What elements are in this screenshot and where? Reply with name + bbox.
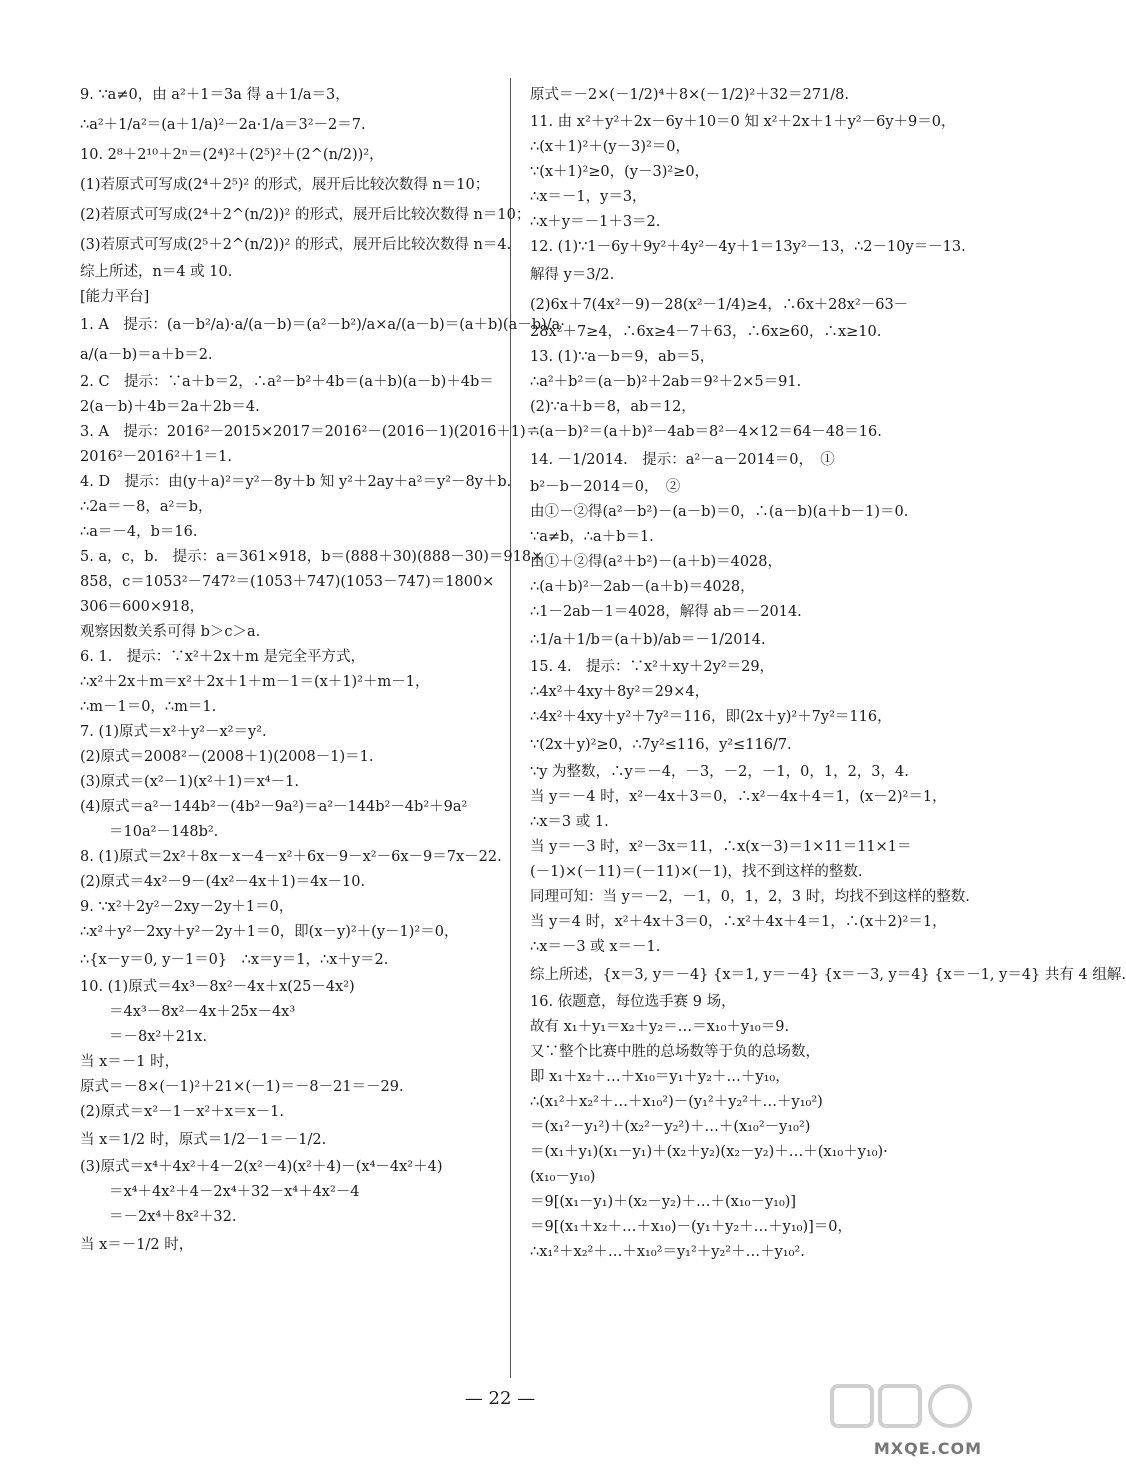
text-line: ∵y 为整数，∴y＝－4，－3，－2，－1，0，1，2，3，4. bbox=[530, 764, 909, 780]
text-line: ∴1/a＋1/b＝(a＋b)/ab＝－1/2014. bbox=[530, 632, 766, 648]
text-line: ∴4x²＋4xy＋y²＋7y²＝116，即(2x＋y)²＋7y²＝116， bbox=[530, 709, 892, 725]
text-line: 5. a，c，b. 提示：a＝361×918，b＝(888＋30)(888－30)＝918× bbox=[80, 549, 544, 565]
text-line: (x₁₀－y₁₀) bbox=[530, 1169, 596, 1185]
text-line: (2)原式＝2008²－(2008＋1)(2008－1)＝1. bbox=[80, 749, 374, 765]
text-line: ∴a²＋b²＝(a－b)²＋2ab＝9²＋2×5＝91. bbox=[530, 374, 802, 390]
text-line: ∴x＋y＝－1＋3＝2. bbox=[530, 214, 661, 230]
text-line: (2)若原式可写成(2⁴＋2^(n/2))² 的形式，展开后比较次数得 n＝10； bbox=[80, 207, 531, 223]
text-line: ∵a≠b，∴a＋b＝1. bbox=[530, 529, 654, 545]
text-line: ∴x₁²＋x₂²＋…＋x₁₀²＝y₁²＋y₂²＋…＋y₁₀². bbox=[530, 1244, 805, 1260]
text-line: 当 x＝1/2 时，原式＝1/2－1＝－1/2. bbox=[80, 1132, 327, 1148]
text-line: (2)原式＝4x²－9－(4x²－4x＋1)＝4x－10. bbox=[80, 874, 366, 890]
text-line: 12. (1)∵1－6y＋9y²＋4y²－4y＋1＝13y²－13，∴2－10y＝－13. bbox=[530, 239, 966, 255]
text-line: ∴{x－y＝0, y－1＝0} ∴x＝y＝1，∴x＋y＝2. bbox=[80, 952, 389, 968]
text-line: 8. (1)原式＝2x²＋8x－x－4－x²＋6x－9－x²－6x－9＝7x－22. bbox=[80, 849, 502, 865]
text-line: ∴1－2ab－1＝4028，解得 ab＝－2014. bbox=[530, 604, 802, 620]
text-line: (2)∵a＋b＝8，ab＝12， bbox=[530, 399, 696, 415]
text-line: ＝(x₁＋y₁)(x₁－y₁)＋(x₂＋y₂)(x₂－y₂)＋…＋(x₁₀＋y₁₀)· bbox=[530, 1144, 888, 1160]
text-line: 858，c＝1053²－747²＝(1053＋747)(1053－747)＝1800× bbox=[80, 574, 495, 590]
text-line: 由①－②得(a²－b²)－(a－b)＝0，∴(a－b)(a＋b－1)＝0. bbox=[530, 504, 909, 520]
text-line: 28x²＋7≥4，∴6x≥4－7＋63，∴6x≥60，∴x≥10. bbox=[530, 324, 882, 340]
text-line: 11. 由 x²＋y²＋2x－6y＋10＝0 知 x²＋2x＋1＋y²－6y＋9＝0， bbox=[530, 114, 956, 130]
text-line: ＝－2x⁴＋8x²＋32. bbox=[80, 1209, 237, 1225]
text-line: ＝4x³－8x²－4x＋25x－4x³ bbox=[80, 1004, 296, 1020]
text-line: a/(a－b)＝a＋b＝2. bbox=[80, 347, 213, 363]
text-line: ＝10a²－148b². bbox=[80, 824, 219, 840]
text-line: 1. A 提示：(a－b²/a)·a/(a－b)＝(a²－b²)/a×a/(a－b)＝(a＋b)(a－b)/a· bbox=[80, 317, 565, 333]
text-line: 即 x₁＋x₂＋…＋x₁₀＝y₁＋y₂＋…＋y₁₀， bbox=[530, 1069, 790, 1085]
text-line: ＝9[(x₁＋x₂＋…＋x₁₀)－(y₁＋y₂＋…＋y₁₀)]＝0， bbox=[530, 1219, 853, 1235]
text-line: 2016²－2016²＋1＝1. bbox=[80, 449, 232, 465]
page-number: — 22 — bbox=[464, 1388, 536, 1409]
text-line: 又∵整个比赛中胜的总场数等于负的总场数， bbox=[530, 1044, 820, 1060]
text-line: (2)6x＋7(4x²－9)－28(x²－1/4)≥4，∴6x＋28x²－63－ bbox=[530, 297, 909, 313]
text-line: 14. －1/2014. 提示：a²－a－2014＝0， ① bbox=[530, 452, 835, 468]
text-line: 解得 y＝3/2. bbox=[530, 267, 615, 283]
text-line: 故有 x₁＋y₁＝x₂＋y₂＝…＝x₁₀＋y₁₀＝9. bbox=[530, 1019, 790, 1035]
text-line: 当 x＝－1/2 时， bbox=[80, 1237, 194, 1253]
text-line: 13. (1)∵a－b＝9，ab＝5， bbox=[530, 349, 715, 365]
text-line: ∴(x＋1)²＋(y－3)²＝0， bbox=[530, 139, 691, 155]
text-line: ∴(a－b)²＝(a＋b)²－4ab＝8²－4×12＝64－48＝16. bbox=[530, 424, 882, 440]
text-line: ∵(x＋1)²≥0，(y－3)²≥0， bbox=[530, 164, 710, 180]
text-line: ∴(a＋b)²－2ab－(a＋b)＝4028， bbox=[530, 579, 755, 595]
text-line: ＝x⁴＋4x²＋4－2x⁴＋32－x⁴＋4x²－4 bbox=[80, 1184, 360, 1200]
text-line: ∴4x²＋4xy＋8y²＝29×4， bbox=[530, 684, 710, 700]
right-column bbox=[530, 80, 1126, 1265]
text-line: ∴x²＋2x＋m＝x²＋2x＋1＋m－1＝(x＋1)²＋m－1， bbox=[80, 674, 430, 690]
text-line: (3)若原式可写成(2⁵＋2^(n/2))² 的形式，展开后比较次数得 n＝4. bbox=[80, 237, 512, 253]
text-line: ∴2a＝－8，a²＝b， bbox=[80, 499, 213, 515]
text-line: 当 x＝－1 时， bbox=[80, 1054, 180, 1070]
column-divider bbox=[510, 78, 511, 1378]
text-line: 10. 2⁸＋2¹⁰＋2ⁿ＝(2⁴)²＋(2⁵)²＋(2^(n/2))²， bbox=[80, 147, 384, 163]
text-line: ＝9[(x₁－y₁)＋(x₂－y₂)＋…＋(x₁₀－y₁₀)] bbox=[530, 1194, 797, 1210]
text-line: (3)原式＝x⁴＋4x²＋4－2(x²－4)(x²＋4)－(x⁴－4x²＋4) bbox=[80, 1159, 443, 1175]
text-line: 9. ∵x²＋2y²－2xy－2y＋1＝0， bbox=[80, 899, 294, 915]
text-line: 当 y＝4 时，x²＋4x＋3＝0，∴x²＋4x＋4＝1，∴(x＋2)²＝1， bbox=[530, 914, 947, 930]
text-line: ∴x＝－3 或 x＝－1. bbox=[530, 939, 661, 955]
watermark-text: MXQE.COM bbox=[873, 1439, 982, 1458]
text-line: ∴x²＋y²－2xy＋y²－2y＋1＝0，即(x－y)²＋(y－1)²＝0， bbox=[80, 924, 459, 940]
text-line: 9. ∵a≠0，由 a²＋1＝3a 得 a＋1/a＝3， bbox=[80, 87, 350, 103]
text-line: ∴m－1＝0，∴m＝1. bbox=[80, 699, 217, 715]
text-line: 16. 依题意，每位选手赛 9 场， bbox=[530, 994, 736, 1010]
text-line: 原式＝－2×(－1/2)⁴＋8×(－1/2)²＋32＝271/8. bbox=[530, 87, 850, 103]
text-line: 观察因数关系可得 b＞c＞a. bbox=[80, 624, 261, 640]
text-line: 2(a－b)＋4b＝2a＋2b＝4. bbox=[80, 399, 260, 415]
text-line: 2. C 提示：∵a＋b＝2，∴a²－b²＋4b＝(a＋b)(a－b)＋4b＝ bbox=[80, 374, 494, 390]
text-line: 综上所述，{x＝3, y＝－4} {x＝1, y＝－4} {x＝－3, y＝4} {x＝－1, y＝4} 共有 4 组解. bbox=[530, 967, 1126, 983]
text-line: 3. A 提示：2016²－2015×2017＝2016²－(2016－1)(2016＋1)＝ bbox=[80, 424, 541, 440]
text-line: b²－b－2014＝0， ② bbox=[530, 479, 681, 495]
text-line: 6. 1. 提示：∵x²＋2x＋m 是完全平方式， bbox=[80, 649, 366, 665]
text-line: 综上所述，n＝4 或 10. bbox=[80, 264, 233, 280]
text-line: (4)原式＝a²－144b²－(4b²－9a²)＝a²－144b²－4b²＋9a² bbox=[80, 799, 468, 815]
text-line: ∴x＝3 或 1. bbox=[530, 814, 609, 830]
text-line: (1)若原式可写成(2⁴＋2⁵)² 的形式，展开后比较次数得 n＝10； bbox=[80, 177, 490, 193]
text-line: 当 y＝－3 时，x²－3x＝11，∴x(x－3)＝1×11＝11×1＝ bbox=[530, 839, 912, 855]
text-line: (－1)×(－11)＝(－11)×(－1)，找不到这样的整数. bbox=[530, 864, 863, 880]
text-line: 原式＝－8×(－1)²＋21×(－1)＝－8－21＝－29. bbox=[80, 1079, 404, 1095]
text-line: ∴(x₁²＋x₂²＋…＋x₁₀²)－(y₁²＋y₂²＋…＋y₁₀²) bbox=[530, 1094, 823, 1110]
text-line: ∵(2x＋y)²≥0，∴7y²≤116，y²≤116/7. bbox=[530, 737, 792, 753]
text-line: 由①＋②得(a²＋b²)－(a＋b)＝4028， bbox=[530, 554, 783, 570]
text-line: 10. (1)原式＝4x³－8x²－4x＋x(25－4x²) bbox=[80, 979, 355, 995]
text-line: 7. (1)原式＝x²＋y²－x²＝y². bbox=[80, 724, 267, 740]
text-line: 15. 4. 提示：∵x²＋xy＋2y²＝29， bbox=[530, 659, 775, 675]
text-line: ∴x＝－1，y＝3， bbox=[530, 189, 647, 205]
text-line: 当 y＝－4 时，x²－4x＋3＝0，∴x²－4x＋4＝1，(x－2)²＝1， bbox=[530, 789, 947, 805]
text-line: ＝－8x²＋21x. bbox=[80, 1029, 207, 1045]
text-line: 4. D 提示：由(y＋a)²＝y²－8y＋b 知 y²＋2ay＋a²＝y²－8y＋b. bbox=[80, 474, 512, 490]
text-line: ＝(x₁²－y₁²)＋(x₂²－y₂²)＋…＋(x₁₀²－y₁₀²) bbox=[530, 1119, 811, 1135]
text-line: (3)原式＝(x²－1)(x²＋1)＝x⁴－1. bbox=[80, 774, 299, 790]
text-line: ∴a＝－4，b＝16. bbox=[80, 524, 198, 540]
text-line: 同理可知：当 y＝－2，－1，0，1，2，3 时，均找不到这样的整数. bbox=[530, 889, 970, 905]
text-line: 306＝600×918， bbox=[80, 599, 205, 615]
text-line: (2)原式＝x²－1－x²＋x＝x－1. bbox=[80, 1104, 284, 1120]
text-line: [能力平台] bbox=[80, 289, 150, 305]
text-line: ∴a²＋1/a²＝(a＋1/a)²－2a·1/a＝3²－2＝7. bbox=[80, 117, 366, 133]
